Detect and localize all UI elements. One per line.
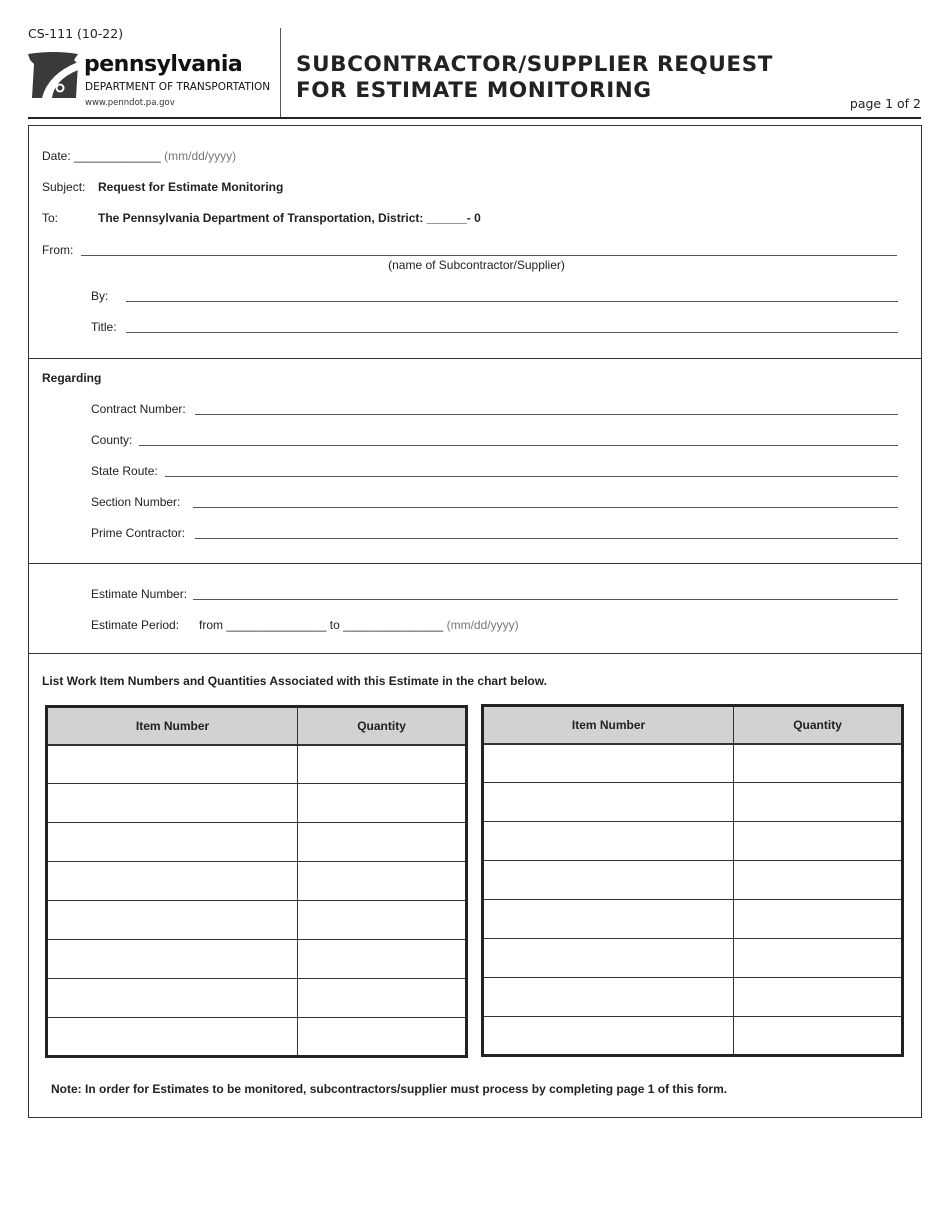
table-row (47, 823, 467, 862)
table-row (483, 978, 903, 1017)
period-format-hint: (mm/dd/yyyy) (446, 618, 519, 632)
section-number-input-line[interactable] (193, 507, 898, 508)
quantity-cell[interactable] (298, 940, 467, 979)
quantity-cell[interactable] (298, 745, 467, 784)
table-header-row (47, 707, 467, 745)
section-divider (29, 653, 921, 654)
quantity-cell[interactable] (298, 901, 467, 940)
quantity-cell[interactable] (734, 744, 903, 783)
item-number-cell[interactable] (47, 862, 298, 901)
regarding-heading: Regarding (42, 371, 102, 385)
item-number-cell[interactable] (483, 744, 734, 783)
item-number-cell[interactable] (47, 1018, 298, 1057)
item-number-cell[interactable] (483, 939, 734, 978)
penndot-keystone-logo-icon (28, 52, 80, 100)
brand-name: pennsylvania (84, 52, 243, 77)
quantity-cell[interactable] (734, 822, 903, 861)
table-row (483, 822, 903, 861)
website-url: www.penndot.pa.gov (85, 98, 175, 108)
contract-number-input-line[interactable] (195, 414, 898, 415)
estimate-number-input-line[interactable] (193, 599, 898, 600)
date-label: Date: (42, 149, 71, 163)
period-from-label: from (199, 618, 223, 632)
quantity-cell[interactable] (298, 784, 467, 823)
date-field[interactable] (42, 149, 236, 163)
subject-value: Request for Estimate Monitoring (98, 180, 284, 194)
table-row (483, 1017, 903, 1056)
quantity-header: Quantity (734, 706, 903, 744)
date-blank[interactable]: _____________ (74, 149, 161, 163)
header-rule (28, 117, 921, 119)
item-number-cell[interactable] (47, 979, 298, 1018)
by-input-line[interactable] (126, 301, 898, 302)
table-row (483, 861, 903, 900)
section-divider (29, 358, 921, 359)
item-number-cell[interactable] (483, 900, 734, 939)
county-input-line[interactable] (139, 445, 898, 446)
contract-number-label: Contract Number: (91, 402, 186, 416)
estimate-number-label: Estimate Number: (91, 587, 188, 601)
item-number-cell[interactable] (47, 745, 298, 784)
item-number-cell[interactable] (483, 1017, 734, 1056)
quantity-cell[interactable] (734, 861, 903, 900)
table-row (483, 783, 903, 822)
item-number-header: Item Number (47, 707, 298, 745)
quantity-cell[interactable] (734, 939, 903, 978)
state-route-input-line[interactable] (165, 476, 898, 477)
quantity-header: Quantity (298, 707, 467, 745)
item-number-cell[interactable] (47, 784, 298, 823)
quantity-cell[interactable] (734, 900, 903, 939)
to-label: To: (42, 211, 59, 225)
county-label: County: (91, 433, 133, 447)
table-header-row (483, 706, 903, 744)
form-title (296, 52, 773, 104)
quantity-cell[interactable] (734, 978, 903, 1017)
estimate-period-field[interactable] (199, 618, 519, 632)
table-row (483, 900, 903, 939)
form-number: CS-111 (10-22) (28, 26, 124, 41)
item-number-cell[interactable] (483, 978, 734, 1017)
prime-contractor-label: Prime Contractor: (91, 526, 186, 540)
form-title-line-1: SUBCONTRACTOR/SUPPLIER REQUEST (296, 52, 774, 77)
page-number: page 1 of 2 (849, 96, 921, 111)
quantity-cell[interactable] (734, 783, 903, 822)
item-number-header: Item Number (483, 706, 734, 744)
form-title-line-2: FOR ESTIMATE MONITORING (296, 78, 652, 103)
item-number-cell[interactable] (483, 822, 734, 861)
state-route-label: State Route: (91, 464, 158, 478)
quantity-cell[interactable] (734, 1017, 903, 1056)
period-to-blank[interactable]: _______________ (343, 618, 444, 632)
work-items-instruction: List Work Item Numbers and Quantities Associated with this Estimate in the chart below. (42, 674, 547, 688)
from-label: From: (42, 243, 74, 257)
form-note: Note: In order for Estimates to be monitored, subcontractors/supplier must process by completing page 1 of this form. (51, 1082, 728, 1096)
estimate-period-label: Estimate Period: (91, 618, 180, 632)
quantity-cell[interactable] (298, 823, 467, 862)
item-number-cell[interactable] (47, 940, 298, 979)
item-number-cell[interactable] (47, 823, 298, 862)
item-number-cell[interactable] (483, 861, 734, 900)
prime-contractor-input-line[interactable] (195, 538, 898, 539)
table-row (47, 979, 467, 1018)
period-to-label: to (329, 618, 340, 632)
department-name: DEPARTMENT OF TRANSPORTATION (85, 81, 271, 93)
header-divider (280, 28, 281, 118)
title-label: Title: (91, 320, 117, 334)
quantity-cell[interactable] (298, 979, 467, 1018)
from-hint: (name of Subcontractor/Supplier) (388, 258, 565, 272)
table-row (47, 745, 467, 784)
date-format-hint: (mm/dd/yyyy) (164, 149, 237, 163)
title-input-line[interactable] (126, 332, 898, 333)
table-row (47, 1018, 467, 1057)
period-from-blank[interactable]: _______________ (226, 618, 327, 632)
work-items-table-right (481, 704, 904, 1057)
table-row (483, 744, 903, 783)
from-input-line[interactable] (81, 255, 897, 256)
table-row (47, 784, 467, 823)
item-number-cell[interactable] (47, 901, 298, 940)
work-items-table-left (45, 705, 468, 1058)
to-value[interactable]: The Pennsylvania Department of Transportation, District: ______- 0 (98, 211, 481, 225)
table-row (47, 862, 467, 901)
table-row (47, 940, 467, 979)
table-row (47, 901, 467, 940)
item-number-cell[interactable] (483, 783, 734, 822)
quantity-cell[interactable] (298, 862, 467, 901)
section-divider (29, 563, 921, 564)
subject-label: Subject: (42, 180, 86, 194)
by-label: By: (91, 289, 109, 303)
table-row (483, 939, 903, 978)
quantity-cell[interactable] (298, 1018, 467, 1057)
section-number-label: Section Number: (91, 495, 181, 509)
